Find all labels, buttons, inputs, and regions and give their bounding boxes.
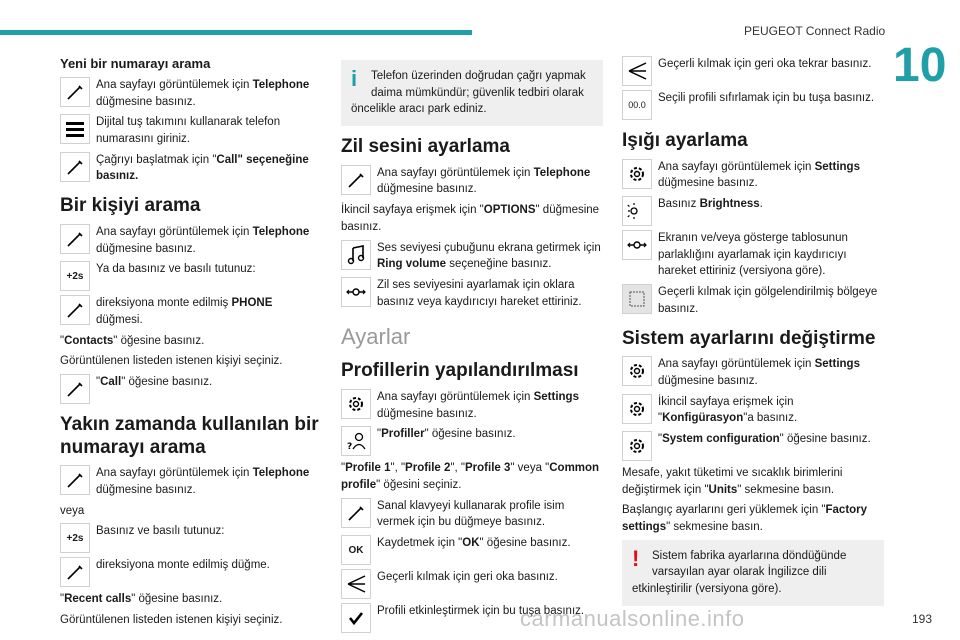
gear-icon xyxy=(622,431,652,461)
checkmark-icon xyxy=(341,603,371,633)
step-row: Ana sayfayı görüntülemek için Telephone düğmesine basınız. xyxy=(60,77,322,110)
pencil-icon xyxy=(60,152,90,182)
slider-icon xyxy=(341,277,371,307)
gear-icon xyxy=(622,356,652,386)
pencil-icon xyxy=(60,465,90,495)
pencil-icon xyxy=(341,498,371,528)
press-hold-2s-icon: +2s xyxy=(60,261,90,291)
page-number: 193 xyxy=(912,612,933,626)
warning-icon: ! xyxy=(632,545,640,571)
back-arrow-icon xyxy=(622,56,652,86)
column-1: Yeni bir numarayı arama Ana sayfayı görüntülemek için Telephone düğmesine basınız. Dijital tuş takımını kullanarak telefon numarasını giriniz. Çağrıyı başlatmak için "Call" seçeneğine basınız. Bir kişiyi arama Ana sayfayı görüntülemek için Telephone düğmesine basınız. +2s Ya da basınız ve basılı tutunuz: direksiyona monte edilmiş PHONE düğmesi. "Contacts" öğesine basınız. Görüntülenen listeden istenen kişiyi seçiniz. "Call" öğesine basınız. Yakın zamanda kullanılan bir numarayı arama Ana sayfayı görüntülemek için Telephone düğmesine basınız. veya +2s Basınız ve basılı tutunuz: direksiyona monte edilmiş düğme. "Recent calls" öğesine basınız. Görüntülenen listeden istenen kişiyi seçiniz. xyxy=(60,56,322,633)
gear-icon xyxy=(341,389,371,419)
pencil-icon xyxy=(60,374,90,404)
section-title-profiles: Profillerin yapılandırılması xyxy=(341,360,579,382)
chapter-number: 10 xyxy=(893,39,947,92)
shaded-area-icon xyxy=(622,284,652,314)
profile-icon xyxy=(341,426,371,456)
press-hold-2s-icon: +2s xyxy=(60,523,90,553)
section-title-contact: Bir kişiyi arama xyxy=(60,195,201,217)
slider-icon xyxy=(622,230,652,260)
step-row: Çağrıyı başlatmak için "Call" seçeneğine basınız. xyxy=(60,152,322,185)
section-title-ringtone: Zil sesini ayarlama xyxy=(341,136,510,158)
watermark: carmanualsonline.info xyxy=(520,606,745,631)
pencil-icon xyxy=(60,295,90,325)
column-3: Geçerli kılmak için geri oka tekrar basınız. 00.0 Seçili profili sıfırlamak için bu tuşa basınız. Işığı ayarlama Ana sayfayı görüntülemek için Settings düğmesine basınız. Basınız Brightness. Ekranın ve/veya gösterge tablosunun parlaklığını ayarlamak için kaydırıcıyı hareket ettiriniz (versiyona göre). Geçerli kılmak için gölgelendirilmiş bölgeye basınız. Sistem ayarlarını değiştirme Ana sayfayı görüntülemek için Settings düğmesine basınız. İkincil sayfaya erişmek için "Konfigürasyon"a basınız. "System configuration" öğesine basınız. Mesafe, yakıt tüketimi ve sıcaklık birimlerini değiştirmek için "Units" sekmesine basın. Başlangıç ayarlarını geri yüklemek için "Factory settings" sekmesine basın. ! Sistem fabrika ayarlarına döndüğünde varsayılan ayar olarak İngilizce dili etkinleştirilir (versiyona göre). xyxy=(622,56,884,616)
section-title-new-number: Yeni bir numarayı arama xyxy=(60,56,211,71)
section-title-light: Işığı ayarlama xyxy=(622,130,748,151)
back-arrow-icon xyxy=(341,569,371,599)
warning-note: ! Sistem fabrika ayarlarına döndüğünde varsayılan ayar olarak İngilizce dili etkinleştirilir (versiyona göre). xyxy=(622,540,884,606)
chapter-subtitle-settings: Ayarlar xyxy=(341,324,411,350)
ok-icon: OK xyxy=(341,535,371,565)
brightness-icon xyxy=(622,196,652,226)
info-icon: i xyxy=(351,66,358,91)
info-note: i Telefon üzerinden doğrudan çağrı yapmak daima mümkündür; güvenlik tedbiri olarak öncelikle aracı park ediniz. xyxy=(341,60,603,126)
section-title-recent: Yakın zamanda kullanılan bir numarayı arama xyxy=(60,413,319,458)
svg-text:?: ? xyxy=(347,442,353,453)
header-accent-bar xyxy=(0,30,472,35)
gear-icon xyxy=(622,394,652,424)
section-title-system: Sistem ayarlarını değiştirme xyxy=(622,327,876,349)
column-2: i Telefon üzerinden doğrudan çağrı yapmak daima mümkündür; güvenlik tedbiri olarak öncelikle aracı park ediniz. Zil sesini ayarlama Ana sayfayı görüntülemek için Telephone düğmesine basınız. İkincil sayfaya erişmek için "OPTIONS" düğmesine basınız. Ses seviyesi çubuğunu ekrana getirmek için Ring volume seçeneğine basınız. Zil ses seviyesini ayarlamak için oklara basınız veya kaydırıcıyı hareket ettiriniz. Ayarlar Profillerin yapılandırılması Ana sayfayı görüntülemek için Settings düğmesine basınız. ? "Profiller" öğesine basınız. "Profile 1", "Profile 2", "Profile 3" veya "Common profile" öğesini seçiniz. Sanal klavyeyi kullanarak profile isim vermek için bu düğmeye basınız. OK Kaydetmek için "OK" öğesine basınız. Geçerli kılmak için geri oka basınız. Profili etkinleştirmek için bu tuşa basınız. xyxy=(341,56,603,637)
music-note-icon xyxy=(341,240,371,270)
pencil-icon xyxy=(60,224,90,254)
gear-icon xyxy=(622,159,652,189)
pencil-icon xyxy=(60,77,90,107)
step-row: Dijital tuş takımını kullanarak telefon numarasını giriniz. xyxy=(60,114,322,147)
keypad-icon xyxy=(60,114,90,144)
header-title: PEUGEOT Connect Radio xyxy=(744,24,886,38)
reset-icon: 00.0 xyxy=(622,90,652,120)
pencil-icon xyxy=(341,165,371,195)
pencil-icon xyxy=(60,557,90,587)
